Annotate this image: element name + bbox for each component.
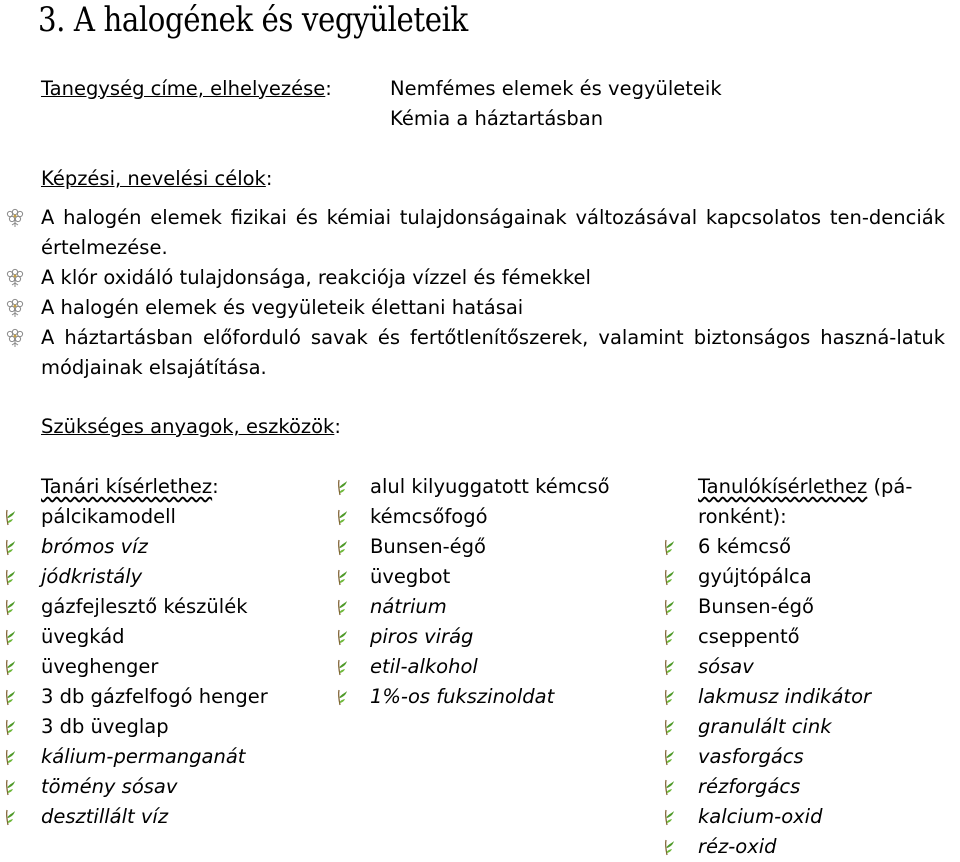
leaf-bullet-icon <box>336 508 348 526</box>
leaf-bullet-icon <box>4 568 16 586</box>
material-text: jódkristály <box>41 565 143 588</box>
leaf-bullet-icon <box>336 628 348 646</box>
material-item <box>0 502 320 532</box>
leaf-bullet-icon <box>4 718 16 736</box>
leaf-bullet-icon <box>663 598 675 616</box>
leaf-bullet-icon <box>336 568 348 586</box>
leaf-bullet-icon <box>4 508 16 526</box>
material-item <box>658 532 960 562</box>
material-text: cseppentő <box>698 625 800 648</box>
material-item <box>330 502 650 532</box>
material-item <box>0 682 320 712</box>
material-item <box>658 802 960 832</box>
material-text: granulált cink <box>698 715 832 738</box>
flower-bullet-icon <box>4 208 26 228</box>
material-item <box>330 652 650 682</box>
student-heading-text: Tanulókísérlethez <box>698 475 868 498</box>
material-text: alul kilyuggatott kémcső <box>370 475 610 498</box>
leaf-bullet-icon <box>4 748 16 766</box>
goals-list <box>0 203 945 383</box>
material-item <box>0 622 320 652</box>
goal-item <box>0 293 945 323</box>
leaf-bullet-icon <box>336 658 348 676</box>
unit-label-text: Tanegység címe, elhelyezése <box>41 77 326 100</box>
teacher-list <box>0 502 320 832</box>
unit-label-colon: : <box>325 77 332 100</box>
flower-bullet-icon <box>4 298 26 318</box>
material-item <box>330 532 650 562</box>
goal-item <box>0 323 945 383</box>
goal-text: A háztartásban előforduló savak és fertőtlenítőszerek, valamint biztonságos haszná-latuk módjainak elsajátítása. <box>41 326 945 379</box>
leaf-bullet-icon <box>663 778 675 796</box>
material-item <box>330 592 650 622</box>
material-text: 3 db gázfelfogó henger <box>41 685 268 708</box>
material-item <box>0 742 320 772</box>
leaf-bullet-icon <box>663 748 675 766</box>
leaf-bullet-icon <box>4 658 16 676</box>
material-text: desztillált víz <box>41 805 169 828</box>
material-item <box>330 472 650 502</box>
material-text: piros virág <box>370 625 474 648</box>
leaf-bullet-icon <box>663 838 675 856</box>
material-text: Bunsen-égő <box>370 535 486 558</box>
leaf-bullet-icon <box>663 688 675 706</box>
material-item <box>0 802 320 832</box>
material-text: üvegbot <box>370 565 451 588</box>
material-text: 6 kémcső <box>698 535 792 558</box>
teacher-heading-colon: : <box>212 475 219 498</box>
teacher-column <box>0 472 320 832</box>
unit-value-line1: Nemfémes elemek és vegyületeik <box>390 77 722 100</box>
material-text: gázfejlesztő készülék <box>41 595 248 618</box>
material-text: etil-alkohol <box>370 655 478 678</box>
material-text: gyújtópálca <box>698 565 812 588</box>
material-text: üveghenger <box>41 655 159 678</box>
student-heading-rest: (pá- <box>867 475 913 498</box>
goal-item <box>0 203 945 263</box>
material-text: üvegkád <box>41 625 125 648</box>
material-item <box>658 832 960 862</box>
material-text: sósav <box>698 655 754 678</box>
materials-label <box>41 412 341 442</box>
material-text: vasforgács <box>698 745 804 768</box>
material-item <box>658 622 960 652</box>
leaf-bullet-icon <box>4 778 16 796</box>
material-item <box>0 592 320 622</box>
material-text: lakmusz indikátor <box>698 685 872 708</box>
leaf-bullet-icon <box>336 478 348 496</box>
leaf-bullet-icon <box>4 538 16 556</box>
material-item <box>658 652 960 682</box>
goals-label-colon: : <box>265 167 273 190</box>
goal-text: A halogén elemek fizikai és kémiai tulajdonságainak változásával kapcsolatos ten-denciák értelmezése. <box>41 206 945 259</box>
leaf-bullet-icon <box>336 598 348 616</box>
material-item <box>0 772 320 802</box>
goals-label-text: Képzési, nevelési célok <box>41 167 266 190</box>
goal-text: A halogén elemek és vegyületeik élettani hatásai <box>41 296 524 319</box>
material-item <box>330 682 650 712</box>
material-text: brómos víz <box>41 535 148 558</box>
leaf-bullet-icon <box>663 718 675 736</box>
material-text: tömény sósav <box>41 775 178 798</box>
material-text: kémcsőfogó <box>370 505 488 528</box>
material-item <box>0 532 320 562</box>
material-text: kalcium-oxid <box>698 805 823 828</box>
leaf-bullet-icon <box>4 688 16 706</box>
middle-column <box>330 472 650 712</box>
leaf-bullet-icon <box>663 628 675 646</box>
unit-value-line2: Kémia a háztartásban <box>390 107 604 130</box>
leaf-bullet-icon <box>663 538 675 556</box>
material-text: Bunsen-égő <box>698 595 814 618</box>
teacher-heading <box>0 472 320 502</box>
student-list <box>658 532 960 862</box>
leaf-bullet-icon <box>336 688 348 706</box>
material-item <box>0 562 320 592</box>
materials-label-text: Szükséges anyagok, eszközök <box>41 415 335 438</box>
leaf-bullet-icon <box>4 598 16 616</box>
material-text: pálcikamodell <box>41 505 176 528</box>
middle-list <box>330 472 650 712</box>
leaf-bullet-icon <box>336 538 348 556</box>
teacher-heading-text: Tanári kísérlethez <box>41 475 213 498</box>
leaf-bullet-icon <box>663 808 675 826</box>
leaf-bullet-icon <box>4 808 16 826</box>
materials-label-colon: : <box>334 415 341 438</box>
material-item <box>658 562 960 592</box>
student-column <box>658 472 960 862</box>
student-heading-line2: ronként): <box>698 505 787 528</box>
material-text: rézforgács <box>698 775 801 798</box>
leaf-bullet-icon <box>4 628 16 646</box>
material-text: 3 db üveglap <box>41 715 169 738</box>
material-item <box>658 682 960 712</box>
material-item <box>658 592 960 622</box>
material-item <box>658 772 960 802</box>
leaf-bullet-icon <box>663 568 675 586</box>
material-item <box>330 622 650 652</box>
unit-label <box>41 74 332 104</box>
leaf-bullet-icon <box>663 658 675 676</box>
flower-bullet-icon <box>4 268 26 288</box>
material-text: kálium-permanganát <box>41 745 246 768</box>
goals-label <box>41 164 272 194</box>
material-item <box>0 652 320 682</box>
goal-item <box>0 263 945 293</box>
page-title: 3. A halogének és vegyületeik <box>38 0 468 40</box>
material-text: 1%-os fukszinoldat <box>370 685 555 708</box>
goal-text: A klór oxidáló tulajdonsága, reakciója vízzel és fémekkel <box>41 266 591 289</box>
flower-bullet-icon <box>4 328 26 348</box>
material-text: réz-oxid <box>698 835 777 858</box>
material-item <box>658 712 960 742</box>
material-text: nátrium <box>370 595 447 618</box>
material-item <box>658 742 960 772</box>
material-item <box>330 562 650 592</box>
student-heading <box>658 472 960 502</box>
material-item <box>0 712 320 742</box>
